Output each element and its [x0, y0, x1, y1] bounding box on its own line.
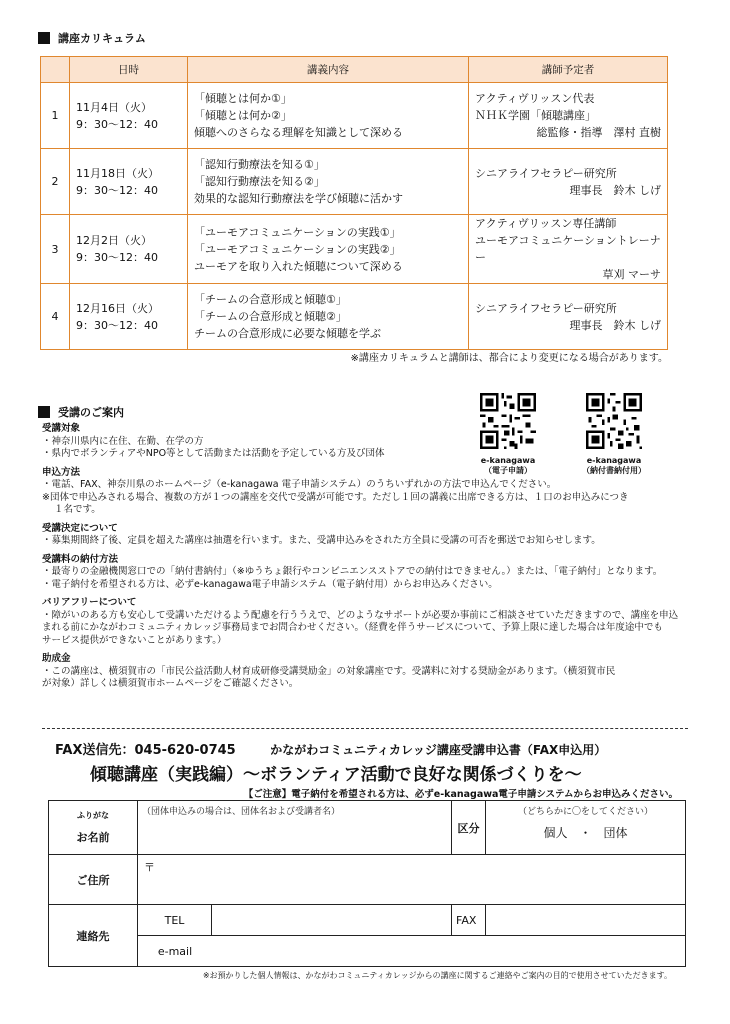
- qr-e-kanagawa[interactable]: e-kanagawa （電子申請）: [474, 393, 542, 476]
- col-date: 日時: [70, 57, 188, 83]
- name-field[interactable]: （団体申込みの場合は、団体名および受講者名）: [138, 801, 452, 855]
- table-row: 2 11月18日（火） 9：30～12：40 「認知行動療法を知る①」 「認知行動療法を知る②」 効果的な認知行動療法を学び傾聴に活かす シニアライフセラピー研究所 理事長 鈴木 しげ: [41, 149, 668, 215]
- address-field[interactable]: [138, 855, 686, 905]
- curriculum-note: ※講座カリキュラムと講師は、都合により変更になる場合があります。: [350, 353, 668, 364]
- caution-note: 【ご注意】電子納付を希望される方は、必ずe-kanagawa電子申請システムからお申込みください。: [243, 789, 678, 800]
- kubun-field[interactable]: （どちらかに〇をしてください） 個人 ・ 団体: [486, 801, 686, 855]
- fax-field-label: FAX: [452, 905, 486, 936]
- subsidy-title: 助成金: [42, 653, 71, 664]
- tel-field[interactable]: [212, 905, 451, 935]
- table-row: 4 12月16日（火） 9：30～12：40 「チームの合意形成と傾聴①」 「チームの合意形成と傾聴②」 チームの合意形成に必要な傾聴を学ぶ シニアライフセラピー研究所 理事長 鈴木 しげ: [41, 284, 668, 350]
- col-lecturer: 講師予定者: [469, 57, 668, 83]
- curriculum-table: [40, 56, 668, 350]
- name-label-cell: ふりがな お名前: [49, 801, 138, 855]
- form-title: かながわコミュニティカレッジ講座受講申込書（FAX申込用）: [270, 743, 607, 757]
- table-header-row: [41, 57, 668, 83]
- info-heading: 受講のご案内: [38, 404, 124, 420]
- col-content: 講義内容: [188, 57, 469, 83]
- cut-line: [42, 728, 688, 729]
- barrier-free-title: バリアフリーについて: [42, 597, 137, 608]
- email-label: e-mail: [157, 944, 193, 958]
- apply-title: 申込方法: [42, 466, 81, 478]
- tel-label: TEL: [138, 905, 212, 935]
- postal-mark: 〒: [144, 861, 155, 874]
- target-title: 受講対象: [42, 423, 81, 434]
- course-title: 傾聴講座（実践編）～ボランティア活動で良好な関係づくりを～: [90, 765, 582, 785]
- decide-title: 受講決定について: [42, 522, 118, 534]
- table-row: 3 12月2日（火） 9：30～12：40 「ユーモアコミュニケーションの実践①」 「ユーモアコミュニケーションの実践②」 ユーモアを取り入れた傾聴について深める アクティヴリッスン専任講師 ユーモアコミュニケーショントレーナー 草刈 マーサ: [41, 215, 668, 284]
- info-body: 受講対象 ・神奈川県内に在住、在勤、在学の方 ・県内でボランティアやNPO等として活動または活動を予定している方及び団体 申込方法 ・電話、FAX、神奈川県のホームページ（e-kanagawa 電子申請システム）のうちいずれかの方法で申込んでください。 ※団体で申込みされる場合、複数の方が１つの講座を交代で受講が可能です。ただし１回の講義に出席できる方は、１口のお申込みにつき １名です。 受講決定について ・募集期間終了後、定員を超えた講座は抽選を行います。また、受講申込みをされた方全員に受講の可否を郵送でお知らせします。 受講料の納付方法 ・最寄りの金融機関窓口での「納付書納付」（※ゆうちょ銀行やコンビニエンスストアでの納付はできません。）または、「電子納付」となります。 ・電子納付を希望される方は、必ずe-kanagawa電子申請システム（電子納付用）からお申込みください。 バリアフリーについて ・障がいのある方も安心して受講いただけるよう配慮を行ううえで、どのようなサポートが必要か事前にご相談させていただきますので、講座を申込 まれる前にかながわコミュニティカレッジ事務局までお問合わせください。（経費を伴うサービスについて、予算上限に達した場合は年度途中でも サービス提供ができないことがあります。） 助成金 ・この講座は、横須賀市の「市民公益活動人材育成研修受講奨励金」の対象講座です。受講料に対する奨励金があります。（横須賀市民 が対象）詳しくは横須賀市ホームページをご確認ください。: [42, 423, 692, 697]
- table-row: 1 11月4日（火） 9：30～12：40 「傾聴とは何か①」 「傾聴とは何か②」 傾聴へのさらなる理解を知識として深める アクティヴリッスン代表 ＮＨＫ学園「傾聴講座」 総監修・指導 澤村 直樹: [41, 83, 668, 149]
- square-bullet-icon: [38, 406, 50, 418]
- curriculum-heading: 講座カリキュラム: [38, 30, 146, 46]
- col-no: [41, 57, 70, 83]
- qr-e-kanagawa-payment[interactable]: e-kanagawa （納付書納付用）: [580, 393, 648, 476]
- fax-number: FAX送信先：045-620-0745: [55, 743, 236, 758]
- email-row: [138, 936, 686, 967]
- contact-label: 連絡先: [49, 905, 138, 967]
- tel-row: [138, 905, 452, 936]
- email-field[interactable]: [212, 936, 685, 966]
- application-form: [48, 800, 686, 967]
- square-bullet-icon: [38, 32, 50, 44]
- kubun-options[interactable]: 個人 ・ 団体: [543, 826, 628, 840]
- privacy-note: ※お預かりした個人情報は、かながわコミュニティカレッジからの講座に関するご連絡やご案内の目的で使用させていただきます。: [202, 971, 672, 980]
- fax-header: [55, 739, 606, 758]
- address-label: ご住所: [49, 855, 138, 905]
- fee-title: 受講料の納付方法: [42, 553, 119, 565]
- fax-field[interactable]: [486, 905, 686, 936]
- kubun-label: 区分: [452, 801, 486, 855]
